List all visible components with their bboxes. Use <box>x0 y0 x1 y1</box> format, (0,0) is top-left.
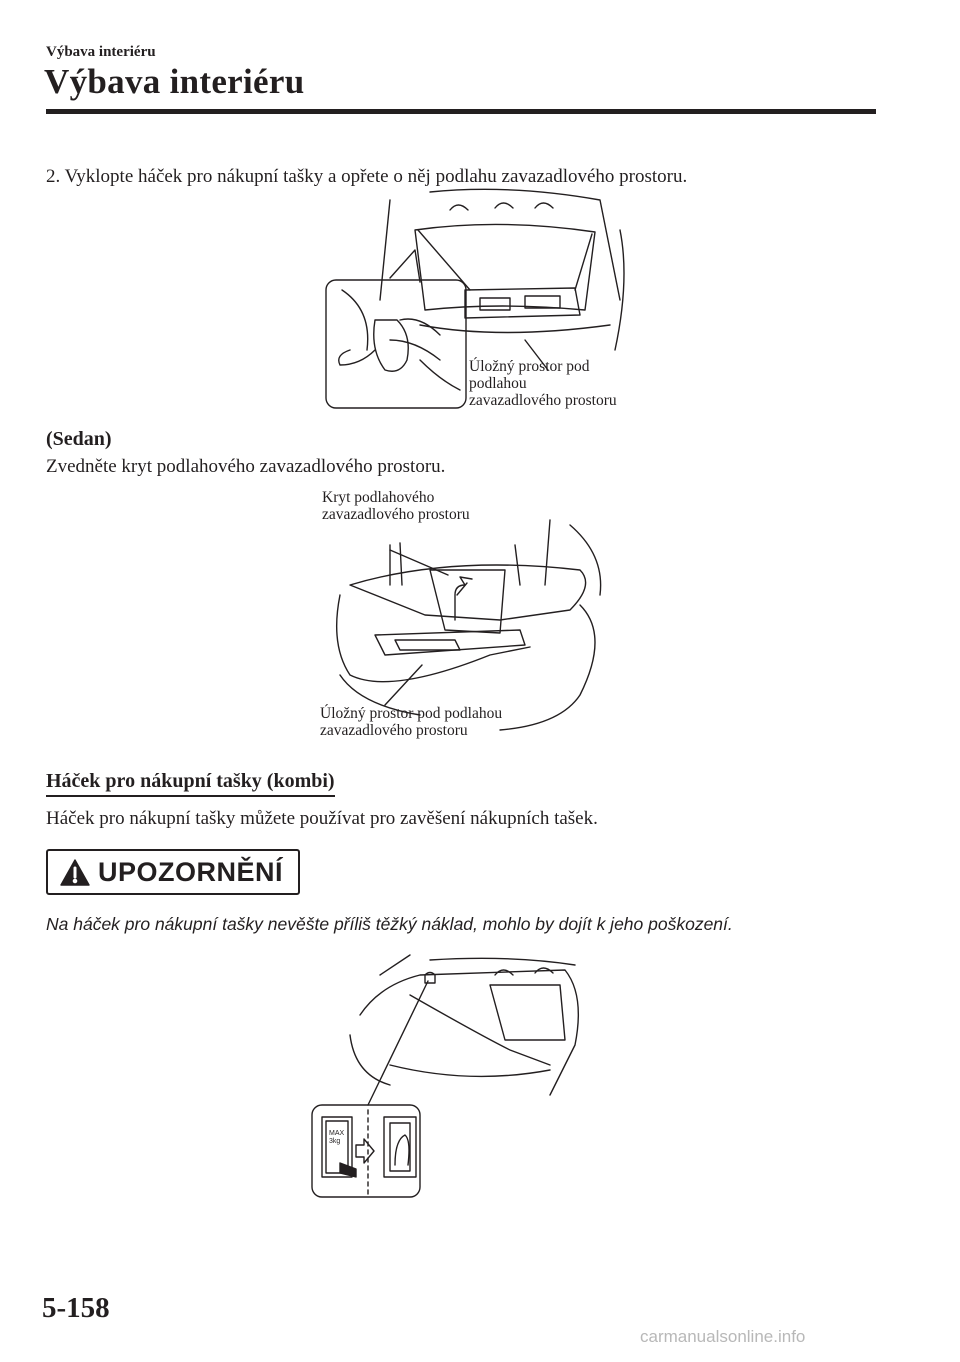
warning-triangle-icon <box>60 859 90 886</box>
hook-max-load-marking: MAX 3kg <box>329 1130 345 1145</box>
caution-label: UPOZORNĚNÍ <box>98 856 284 887</box>
figure2-callout-top: Kryt podlahového zavazadlového prostoru <box>322 489 470 523</box>
page-number: 5-158 <box>42 1292 110 1324</box>
page-title: Výbava interiéru <box>44 62 305 101</box>
figure1-callout: Úložný prostor pod podlahou zavazadlového prostoru <box>469 358 617 409</box>
step-2-text: 2. Vyklopte háček pro nákupní tašky a opřete o něj podlahu zavazadlového prostoru. <box>46 166 688 187</box>
caution-box <box>46 849 300 895</box>
watermark: carmanualsonline.info <box>640 1327 806 1346</box>
figure-shopping-hook-illustration <box>310 955 620 1200</box>
title-divider <box>46 109 876 114</box>
figure2-callout-bottom: Úložný prostor pod podlahou zavazadlového prostoru <box>320 705 503 739</box>
sedan-heading: (Sedan) <box>46 428 112 450</box>
section-heading-shopping-hook: Háček pro nákupní tašky (kombi) <box>46 770 335 797</box>
sedan-text: Zvedněte kryt podlahového zavazadlového prostoru. <box>46 456 446 477</box>
breadcrumb: Výbava interiéru <box>46 44 156 60</box>
caution-text: Na háček pro nákupní tašky nevěšte příliš těžký náklad, mohlo by dojít k jeho poškození. <box>46 914 733 934</box>
shopping-hook-text: Háček pro nákupní tašky můžete používat pro zavěšení nákupních tašek. <box>46 808 598 829</box>
